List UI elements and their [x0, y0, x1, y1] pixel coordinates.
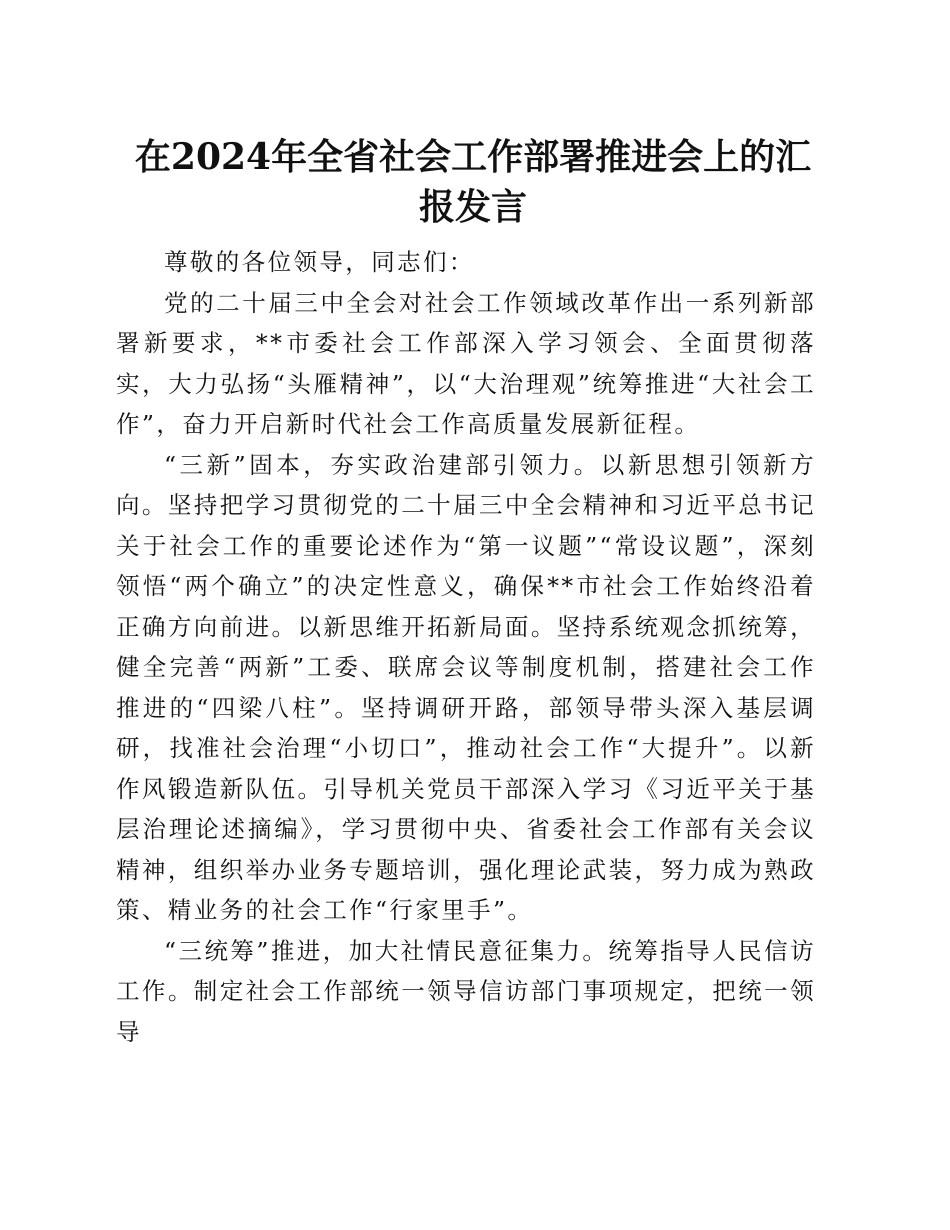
document-title: 在2024年全省社会工作部署推进会上的汇报发言 [134, 136, 812, 228]
paragraph-san-xin: “三新”固本，夯实政治建部引领力。以新思想引领新方向。坚持把学习贯彻党的二十届三中全会精神和习近平总书记关于社会工作的重要论述作为“第一议题”“常设议题”，深刻领悟“两个确立”的决定性意义，确保**市社会工作始终沿着正确方向前进。以新思维开拓新局面。坚持系统观念抓统筹，健全完善“两新”工委、联席会议等制度机制，搭建社会工作推进的“四梁八柱”。坚持调研开路，部领导带头深入基层调研，找准社会治理“小切口”，推动社会工作“大提升”。以新作风锻造新队伍。引导机关党员干部深入学习《习近平关于基层治理论述摘编》，学习贯彻中央、省委社会工作部有关会议精神，组织举办业务专题培训，强化理论武装，努力成为熟政策、精业务的社会工作“行家里手”。 [116, 450, 816, 924]
document-body [116, 242, 816, 1052]
paragraph-san-tong-chou: “三统筹”推进，加大社情民意征集力。统筹指导人民信访工作。制定社会工作部统一领导信访部门事项规定，把统一领导 [116, 936, 816, 1046]
salutation: 尊敬的各位领导，同志们： [164, 248, 475, 276]
paragraph-intro: 党的二十届三中全会对社会工作领域改革作出一系列新部署新要求，**市委社会工作部深入学习领会、全面贯彻落实，大力弘扬“头雁精神”，以“大治理观”统筹推进“大社会工作”，奋力开启新时代社会工作高质量发展新征程。 [116, 288, 816, 438]
